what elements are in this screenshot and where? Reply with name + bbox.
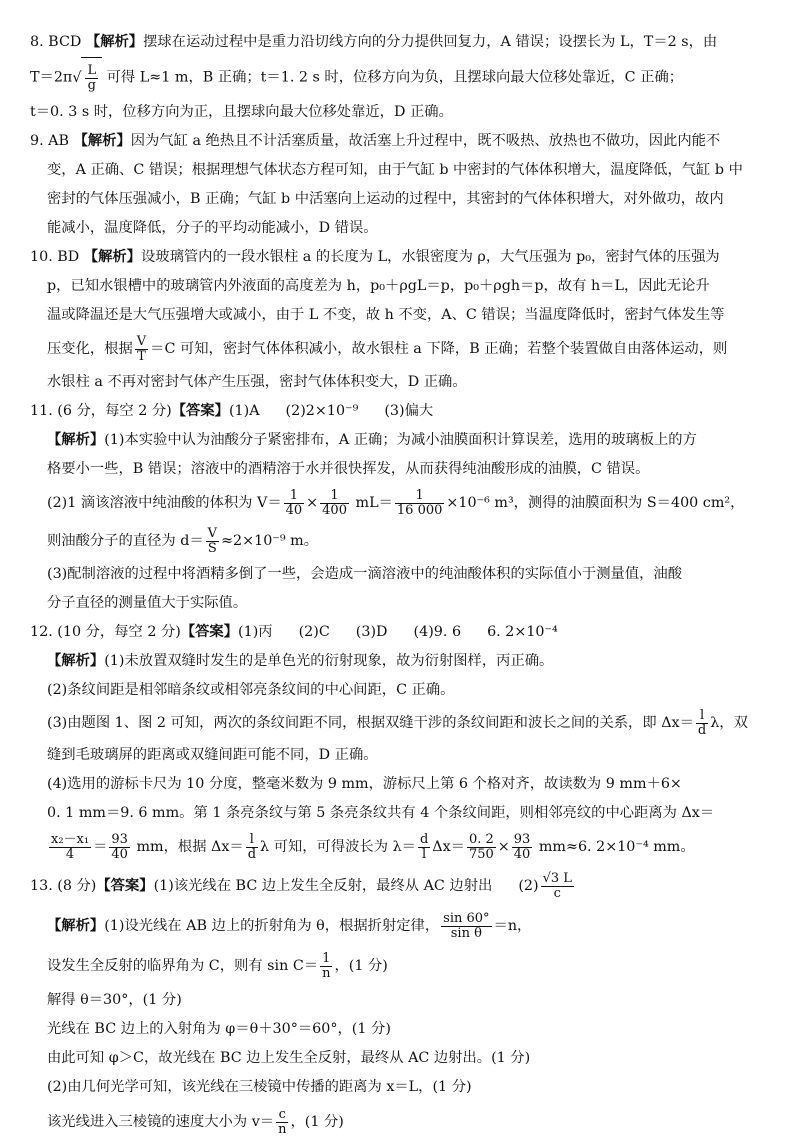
question-12-explanation: 12. (10 分，每空 2 分)【答案】(1)丙 (2)C (3)D (4)9. 6 6. 2×10⁻⁴ 【解析】(1)未放置双缝时发生的是单色光的衍射现象，故为衍射图样，丙正确。 (2)条纹间距是相邻暗条纹或相邻亮条纹间的中心间距，C 正确。 (3)由题图 1、图 2 可知，两次的条纹间距不同，根据双缝干涉的条纹间距和波长之间的关系，即 Δx＝ $\frac{l}{d}$ λ，双 缝到毛玻璃屏的距离或双缝间距可能不同，D 正确。 (4)选用的游标卡尺为 10 分度，整毫米数为 9 mm，游标尺上第 6 个格对齐，故读数为 9 mm＋6× 0. 1 mm＝9. 6 mm。第 1 条亮条纹与第 5 条亮条纹共有 4 个条纹间距，则相邻亮纹的中心距离为 Δx＝ $\frac{\text{x₂－x₁}}{4}$ ＝ $\frac{93}{40}$ mm，根据 Δx＝ $\frac{l}{d}$ λ 可知，可得波长为 λ＝ $\frac{d}{l}$ Δx＝ $\frac{0. 2}{750}$ × $\frac{93}{40}$ mm≈6. 2×10⁻⁴ mm。: [30, 618, 770, 866]
q8-line-2: T＝2π√ $\frac{L}{g}$ 可得 L≈1 m，B 正确；t＝1. 2 s 时，位移方向为负，且摆球向最大位移处靠近，C 正确；: [30, 57, 770, 98]
q11-answer-line: 11. (6 分，每空 2 分)【答案】(1)A (2)2×10⁻⁹ (3)偏大: [30, 403, 434, 419]
question-9-explanation: 9. AB 【解析】因为气缸 a 绝热且不计活塞质量，故活塞上升过程中，既不吸热、放热也不做功，因此内能不 变，A 正确、C 错误；根据理想气体状态方程可知，由于气缸 b 中密封的气体体积增大，温度降低，气缸 b 中 密封的气体压强减小，B 正确；气缸 b 中活塞向上运动的过程中，其密封的气体体积增大，对外做功，故内 能减小，温度降低，分子的平均动能减小，D 错误。: [30, 133, 743, 236]
question-11-explanation: 11. (6 分，每空 2 分)【答案】(1)A (2)2×10⁻⁹ (3)偏大 【解析】(1)本实验中认为油酸分子紧密排布，A 正确；为减小油膜面积计算误差，选用的玻璃板上的方 格要小一些，B 错误；溶液中的酒精溶于水并很快挥发，从而获得纯油酸形成的油膜，C 错误。 (2)1 滴该溶液中纯油酸的体积为 V＝ $\frac{1}{40}$ × $\frac{1}{400}$ mL＝ $\frac{1}{16 000}$ ×10⁻⁶ m³，测得的油膜面积为 S＝400 cm²， 则油酸分子的直径为 d＝ $\frac{V}{S}$ ≈2×10⁻⁹ m。 (3)配制溶液的过程中将酒精多倒了一些，会造成一滴溶液中的纯油酸体积的实际值小于测量值，油酸 分子直径的测量值大于实际值。: [30, 397, 770, 618]
sqrt-expression: √ $\frac{L}{g}$: [72, 57, 102, 98]
question-10-explanation: 10. BD 【解析】设玻璃管内的一段水银柱 a 的长度为 L，水银密度为 ρ，大气压强为 p₀，密封气体的压强为 p，已知水银槽中的玻璃管内外液面的高度差为 h，p₀＋ρgL＝p，p₀＋ρgh＝p，故有 h＝L，因此无论升 温或降温还是大气压强增大或减小，由于 L 不变，故 h 不变，A、C 错误；当温度降低时，密封气体发生等 压变化，根据 $\frac{V}{T}$ ＝C 可知，密封气体体积减小，故水银柱 a 下降，B 正确；若整个装置做自由落体运动，则 水银柱 a 不再对密封气体产生压强，密封气体体积变大，D 正确。: [30, 249, 728, 390]
question-8-explanation: [30, 28, 770, 127]
fraction-v-over-t: $\frac{V}{T}$: [136, 333, 147, 364]
q8-line-3: t＝0. 3 s 时，位移方向为正，且摆球向最大位移处靠近，D 正确。: [30, 104, 453, 120]
q12-answer-line: 12. (10 分，每空 2 分)【答案】(1)丙 (2)C (3)D (4)9. 6 6. 2×10⁻⁴: [30, 624, 558, 640]
q13-answer-line: 13. (8 分)【答案】(1)该光线在 BC 边上发生全反射，最终从 AC 边射出 (2) $\frac{√3 L}{c}$: [30, 870, 572, 901]
question-13-explanation: 13. (8 分)【答案】(1)该光线在 BC 边上发生全反射，最终从 AC 边射出 (2) $\frac{√3 L}{c}$ 【解析】(1)设光线在 AB 边上的折射角为 θ，根据折射定律， $\frac{\sin 60^\circ}{\text{sin θ}}$ ＝n， 设发生全反射的临界角为 C，则有 sin C＝ $\frac{1}{n}$ ，(1 分) 解得 θ＝30°，(1 分) 光线在 BC 边上的入射角为 φ＝θ＋30°＝60°，(1 分) 由此可知 φ＞C，故光线在 BC 边上发生全反射，最终从 AC 边射出。(1 分) (2)由几何光学可知，该光线在三棱镜中传播的距离为 x＝L，(1 分) 该光线进入三棱镜的速度大小为 v＝ $\frac{c}{n}$ ，(1 分): [30, 866, 770, 1142]
q8-line-1: 8. BCD 【解析】摆球在运动过程中是重力沿切线方向的分力提供回复力，A 错误；设摆长为 L，T＝2 s，由: [30, 34, 718, 50]
